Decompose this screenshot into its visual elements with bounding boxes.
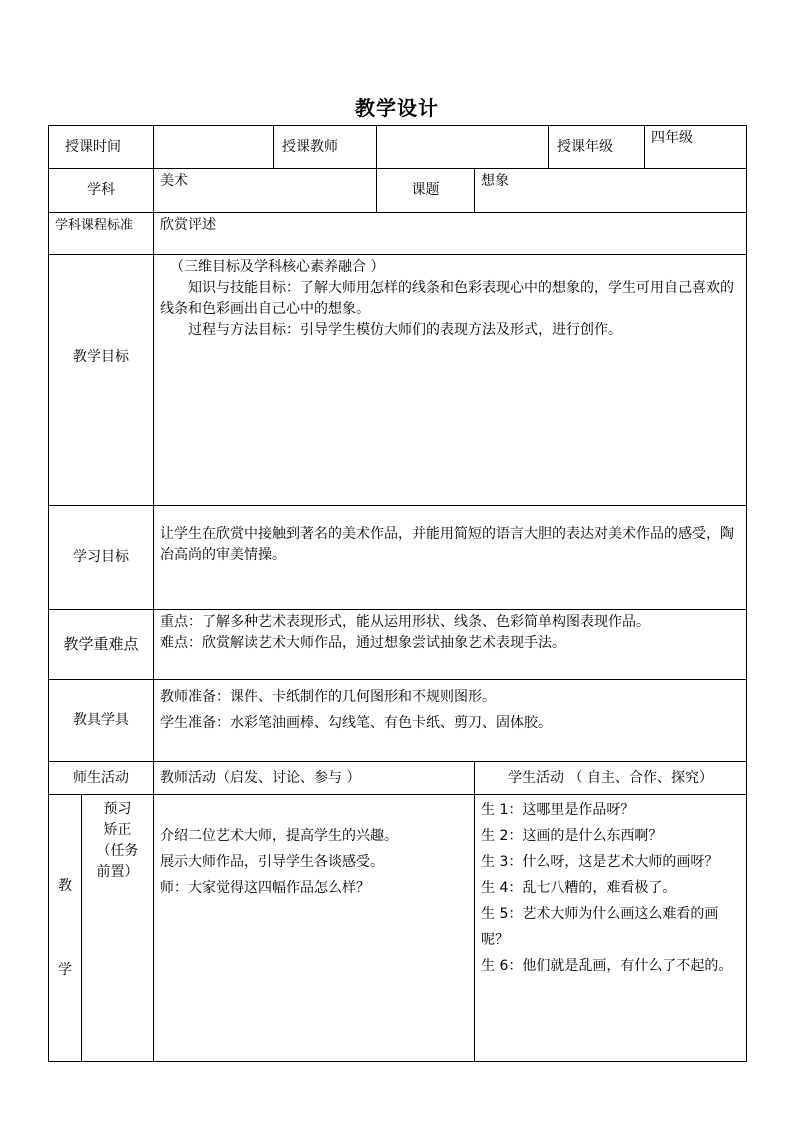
topic-label: 课题: [377, 169, 475, 213]
goals-process: 过程与方法目标：引导学生模仿大师们的表现方法及形式，进行创作。: [188, 322, 622, 338]
teacher-value: [377, 126, 549, 169]
student-line-2: 生 2：这画的是什么东西啊？: [481, 828, 663, 844]
process-side-label: [49, 795, 82, 1062]
subject-value: 美术: [154, 169, 377, 213]
goals-knowledge: 知识与技能目标：了解大师用怎样的线条和色彩表现心中的想象的，学生可用自己喜欢的线条和色彩画出自己心中的想象。: [160, 280, 734, 317]
standard-value: 欣赏评述: [154, 213, 747, 255]
topic-value: 想象: [475, 169, 747, 213]
phase-label: [82, 795, 154, 1062]
key-points-content: [154, 610, 747, 680]
student-line-4: 生 4：乱七八糟的，难看极了。: [481, 880, 677, 896]
tools-student: 学生准备：水彩笔油画棒、勾线笔、有色卡纸、剪刀、固体胶。: [160, 715, 552, 731]
teaching-goals-row: [49, 255, 747, 506]
student-line-6: 生 6：他们就是乱画，有什么了不起的。: [481, 958, 733, 974]
header-row-2: [49, 169, 747, 213]
teacher-activity-header: 教师活动（启发、讨论、参与 ）: [154, 762, 475, 795]
grade-label: 授课年级: [549, 126, 645, 169]
student-line-5: 生 5：艺术大师为什么画这么难看的画呢？: [481, 906, 719, 948]
key-points-row: [49, 610, 747, 680]
tools-teacher: 教师准备：课件、卡纸制作的几何图形和不规则图形。: [160, 689, 496, 705]
teacher-line-2: 展示大师作品，引导学生各谈感受。: [160, 854, 384, 870]
phase-line-1: 预习: [103, 801, 132, 817]
learning-goals-text: 让学生在欣赏中接触到著名的美术作品，并能用简短的语言大胆的表达对美术作品的感受，陶冶高尚的审美情操。: [154, 506, 747, 610]
teacher-activity-content: [154, 795, 475, 1062]
student-line-3: 生 3：什么呀，这是艺术大师的画呀？: [481, 854, 719, 870]
phase-line-3: （任务: [96, 843, 139, 859]
teaching-goals-content: [154, 255, 747, 506]
side-char-teach: 教: [58, 878, 72, 894]
learning-goals-label: 学习目标: [49, 506, 154, 610]
student-activity-header: 学生活动 （ 自主、合作、探究）: [475, 762, 747, 795]
standard-label: 学科课程标准: [49, 213, 154, 255]
tools-label: 教具学具: [49, 680, 154, 762]
side-char-learn: 学: [58, 962, 72, 978]
time-value: [154, 126, 274, 169]
time-label: 授课时间: [49, 126, 154, 169]
key-points-label: 教学重难点: [49, 610, 154, 680]
document-title: 教学设计: [355, 96, 439, 120]
teacher-line-3: 师：大家觉得这四幅作品怎么样？: [160, 880, 370, 896]
key-point-difficult: 难点：欣赏解读艺术大师作品，通过想象尝试抽象艺术表现手法。: [160, 635, 566, 651]
phase-line-2: 矫正: [103, 822, 132, 838]
process-row: [49, 795, 747, 1062]
lesson-plan-table: [48, 125, 747, 1062]
tools-content: [154, 680, 747, 762]
standard-row: [49, 213, 747, 255]
student-activity-content: [475, 795, 747, 1062]
student-line-1: 生 1：这哪里是作品呀？: [481, 802, 635, 818]
activities-label: 师生活动: [49, 762, 154, 795]
learning-goals-row: [49, 506, 747, 610]
tools-row: [49, 680, 747, 762]
teacher-label: 授课教师: [274, 126, 377, 169]
teacher-line-1: 介绍二位艺术大师，提高学生的兴趣。: [160, 828, 398, 844]
grade-value: 四年级: [645, 126, 747, 169]
header-row-1: [49, 126, 747, 169]
phase-line-4: 前置）: [96, 864, 139, 880]
key-point-main: 重点：了解多种艺术表现形式，能从运用形状、线条、色彩简单构图表现作品。: [160, 614, 650, 630]
subject-label: 学科: [49, 169, 154, 213]
goals-intro: （三维目标及学科核心素养融合 ）: [170, 259, 385, 275]
teaching-goals-label: 教学目标: [49, 255, 154, 506]
activities-header-row: [49, 762, 747, 795]
